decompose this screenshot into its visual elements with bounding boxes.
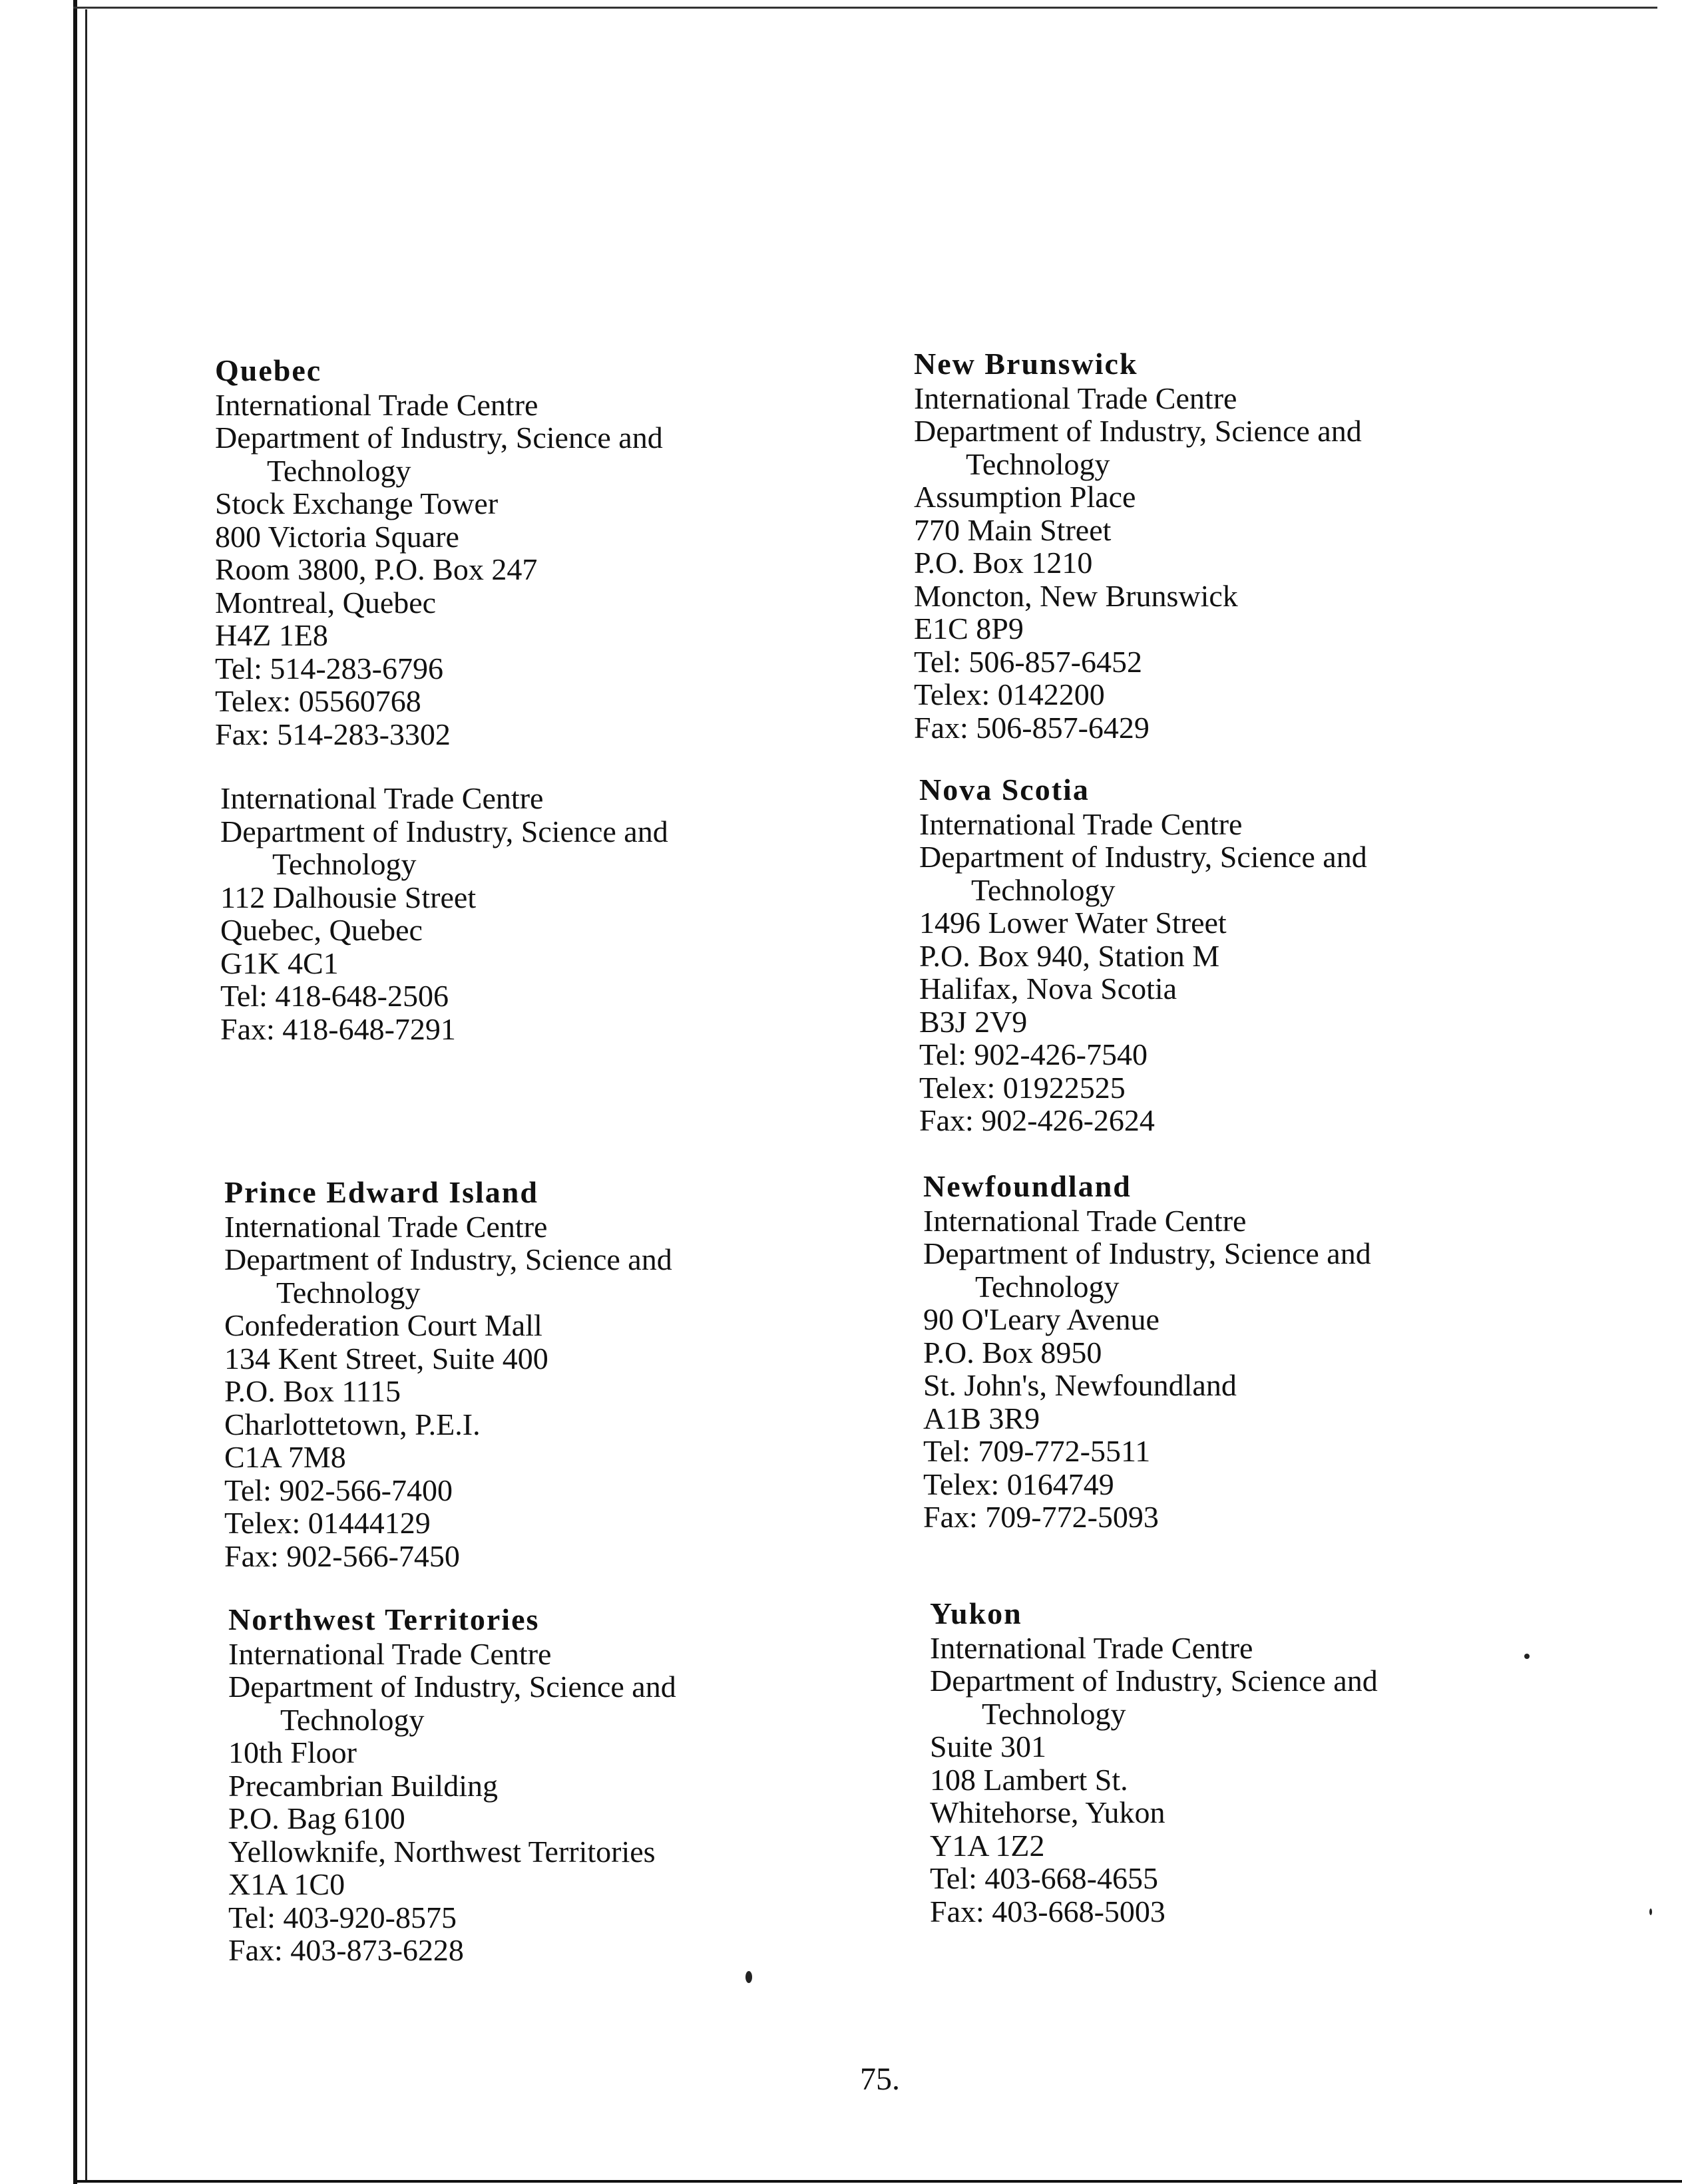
address-line: Confederation Court Mall	[224, 1308, 542, 1342]
address-line: Technology	[971, 872, 1116, 907]
address-line: Suite 301	[930, 1729, 1047, 1763]
office-block-quebec-city	[220, 782, 886, 1045]
office-block-yukon	[930, 1597, 1595, 1928]
scan-speck	[1649, 1909, 1652, 1915]
postal-code: H4Z 1E8	[215, 618, 328, 652]
office-block-newfoundland	[923, 1170, 1589, 1534]
page-number: 75.	[860, 2062, 900, 2097]
scan-speck	[745, 1971, 752, 1983]
address-line: P.O. Box 1115	[224, 1374, 401, 1408]
address-line: 770 Main Street	[914, 512, 1112, 547]
address-line: Whitehorse, Yukon	[930, 1795, 1165, 1829]
fax: Fax: 506-857-6429	[914, 710, 1150, 745]
address-line: Moncton, New Brunswick	[914, 578, 1238, 613]
fax: Fax: 902-566-7450	[224, 1539, 460, 1573]
address-line: International Trade Centre	[919, 807, 1243, 841]
telephone: Tel: 514-283-6796	[215, 651, 444, 685]
address-line: International Trade Centre	[228, 1636, 552, 1671]
address-line: Room 3800, P.O. Box 247	[215, 552, 538, 586]
telex: Telex: 05560768	[215, 684, 421, 718]
address-line: Department of Industry, Science and	[224, 1242, 672, 1276]
province-heading: Nova Scotia	[919, 773, 1090, 807]
postal-code: B3J 2V9	[919, 1004, 1028, 1039]
telephone: Tel: 403-668-4655	[930, 1861, 1159, 1895]
address-line: 108 Lambert St.	[930, 1762, 1128, 1797]
telephone: Tel: 418-648-2506	[220, 979, 449, 1013]
office-block-new-brunswick	[914, 347, 1579, 744]
office-block-prince-edward-island	[224, 1176, 890, 1572]
address-line: 90 O'Leary Avenue	[923, 1302, 1159, 1336]
telephone: Tel: 403-920-8575	[228, 1900, 457, 1934]
address-line: Department of Industry, Science and	[930, 1664, 1378, 1698]
address-line: International Trade Centre	[215, 387, 538, 422]
address-line: Department of Industry, Science and	[914, 414, 1362, 448]
address-line: Department of Industry, Science and	[919, 840, 1367, 874]
postal-code: Y1A 1Z2	[930, 1828, 1045, 1863]
fax: Fax: 403-668-5003	[930, 1894, 1165, 1928]
address-line: Technology	[267, 453, 411, 488]
address-line: International Trade Centre	[224, 1209, 548, 1244]
telephone: Tel: 902-426-7540	[919, 1037, 1148, 1071]
address-line: Quebec, Quebec	[220, 913, 423, 947]
address-line: Department of Industry, Science and	[215, 421, 663, 455]
address-line: P.O. Box 940, Station M	[919, 938, 1220, 973]
address-line: P.O. Box 8950	[923, 1335, 1102, 1369]
address-line: Assumption Place	[914, 480, 1136, 514]
address-line: International Trade Centre	[220, 781, 544, 815]
address-line: Department of Industry, Science and	[923, 1236, 1371, 1270]
province-heading: Prince Edward Island	[224, 1175, 538, 1209]
office-block-quebec-montreal	[215, 354, 881, 751]
address-line: Technology	[280, 1702, 425, 1737]
address-line: Department of Industry, Science and	[220, 814, 668, 848]
top-page-rule	[73, 7, 1657, 9]
postal-code: X1A 1C0	[228, 1867, 345, 1901]
address-line: Technology	[982, 1696, 1126, 1731]
telex: Telex: 01444129	[224, 1506, 431, 1540]
address-line: Precambrian Building	[228, 1768, 498, 1803]
fax: Fax: 902-426-2624	[919, 1103, 1155, 1137]
telex: Telex: 0142200	[914, 677, 1105, 711]
telex: Telex: 01922525	[919, 1070, 1126, 1105]
fax: Fax: 403-873-6228	[228, 1933, 464, 1967]
address-line: 112 Dalhousie Street	[220, 880, 477, 914]
address-line: Halifax, Nova Scotia	[919, 972, 1177, 1005]
address-line: 1496 Lower Water Street	[919, 906, 1227, 940]
telephone: Tel: 506-857-6452	[914, 644, 1143, 679]
postal-code: C1A 7M8	[224, 1440, 346, 1474]
address-line: St. John's, Newfoundland	[923, 1368, 1237, 1402]
province-heading: Newfoundland	[923, 1169, 1132, 1203]
province-heading: Northwest Territories	[228, 1602, 540, 1636]
postal-code: A1B 3R9	[923, 1401, 1040, 1435]
left-margin-rule	[73, 0, 77, 2184]
office-block-northwest-territories	[228, 1603, 894, 1967]
address-line: International Trade Centre	[930, 1630, 1253, 1665]
telephone: Tel: 902-566-7400	[224, 1473, 453, 1507]
address-line: P.O. Bag 6100	[228, 1801, 405, 1835]
address-line: Charlottetown, P.E.I.	[224, 1407, 481, 1441]
address-line: Technology	[276, 1275, 421, 1310]
telephone: Tel: 709-772-5511	[923, 1434, 1151, 1468]
province-heading: New Brunswick	[914, 347, 1138, 381]
address-line: Technology	[966, 447, 1110, 481]
postal-code: G1K 4C1	[220, 946, 339, 980]
address-line: International Trade Centre	[923, 1203, 1247, 1238]
bottom-page-rule	[73, 2180, 1682, 2183]
fax: Fax: 418-648-7291	[220, 1011, 456, 1046]
address-line: Technology	[272, 847, 417, 881]
address-line: Stock Exchange Tower	[215, 486, 499, 520]
fax: Fax: 514-283-3302	[215, 717, 451, 751]
scan-speck	[1524, 1654, 1530, 1659]
province-heading: Yukon	[930, 1596, 1022, 1630]
province-heading: Quebec	[215, 353, 322, 387]
address-line: Technology	[975, 1269, 1120, 1304]
postal-code: E1C 8P9	[914, 612, 1024, 645]
address-line: 134 Kent Street, Suite 400	[224, 1341, 548, 1375]
office-block-nova-scotia	[919, 773, 1585, 1137]
address-line: Yellowknife, Northwest Territories	[228, 1834, 656, 1869]
left-margin-inner-rule	[85, 9, 87, 2180]
address-line: International Trade Centre	[914, 381, 1237, 415]
address-line: Department of Industry, Science and	[228, 1670, 676, 1704]
fax: Fax: 709-772-5093	[923, 1500, 1159, 1534]
address-line: Montreal, Quebec	[215, 585, 437, 620]
address-line: 800 Victoria Square	[215, 519, 459, 554]
address-line: P.O. Box 1210	[914, 546, 1093, 580]
telex: Telex: 0164749	[923, 1467, 1114, 1501]
address-line: 10th Floor	[228, 1735, 357, 1769]
